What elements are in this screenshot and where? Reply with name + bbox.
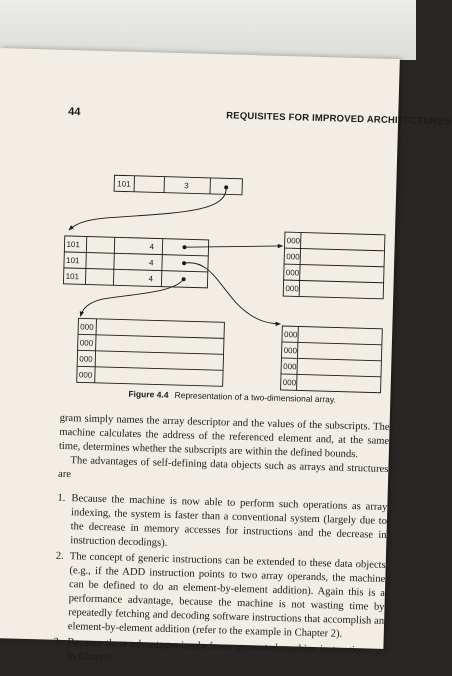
page-number: 44 xyxy=(68,106,81,118)
array-descriptor xyxy=(114,175,242,195)
descriptor-tag: 101 xyxy=(117,179,131,188)
data-cell-tag: 000 xyxy=(80,322,94,331)
pointer-arrow xyxy=(81,276,184,319)
row-descriptor-tag: 101 xyxy=(66,256,80,265)
list-item-text: The concept of generic instructions can be extended to these data objects (e.g., if the ADD instruction points to two array operands, the machine can be defined to do an element-by-element addition). Again this is a performance advantage, because the machine is not wasting time by repeatedly fetching and decoding software instructions that accomplish an element-by-element addition (refer to the example in Chapter 2). xyxy=(68,551,386,640)
data-cell-tag: 000 xyxy=(284,346,298,355)
caption-label: Figure 4.4 xyxy=(128,389,168,400)
data-cell-tag: 000 xyxy=(287,236,301,245)
paragraph: The advantages of self-defining data objects such as arrays and structures are xyxy=(58,454,389,491)
body-text xyxy=(53,412,390,675)
data-cell-tag: 000 xyxy=(283,362,297,371)
pointer-arrow xyxy=(185,243,283,250)
data-cell-tag: 000 xyxy=(79,354,93,363)
list-number: 2. xyxy=(56,550,64,564)
data-cell-tag: 000 xyxy=(79,370,93,379)
row-descriptor-tag: 101 xyxy=(66,272,80,281)
data-cell-tag: 000 xyxy=(285,284,299,293)
list-item xyxy=(56,492,387,557)
row-descriptor-block xyxy=(63,236,208,288)
row-descriptor-value: 4 xyxy=(148,274,153,283)
data-cell-tag: 000 xyxy=(286,268,300,277)
list-number: 3. xyxy=(53,636,61,650)
list-number: 1. xyxy=(57,492,65,506)
row-descriptor-value: 4 xyxy=(149,242,154,251)
data-row-block xyxy=(77,318,225,386)
paragraph: gram simply names the array descriptor and the values of the subscripts. The machine calculates the address of the referenced element and, at the same time, determines whether the subscripts are within the defined bounds. xyxy=(59,412,390,463)
array-diagram xyxy=(0,48,400,399)
row-descriptor-tag: 101 xyxy=(66,240,80,249)
data-cell-tag: 000 xyxy=(80,338,94,347)
data-cell-tag: 000 xyxy=(286,252,300,261)
numbered-list xyxy=(53,492,388,673)
pointer-arrow xyxy=(69,183,226,234)
book-page xyxy=(0,48,400,649)
caption-text: Representation of a two-dimensional array. xyxy=(174,390,336,405)
data-cell-tag: 000 xyxy=(284,330,298,339)
descriptor-value: 3 xyxy=(184,181,189,190)
list-item-text: Because the machine is now able to perform such operations as array indexing, the system is faster than a conventional system (largely due to the decrease in memory accesses for instructions and the decrease in instruction decodings). xyxy=(70,493,387,549)
list-item-text: Because these advantages imply fewer generated machine instructions, ... In Chapter xyxy=(67,637,384,663)
list-item xyxy=(54,550,386,643)
data-cell-tag: 000 xyxy=(283,378,297,387)
row-descriptor-value: 4 xyxy=(149,258,154,267)
running-title: REQUISITES FOR IMPROVED ARCHITECTURES xyxy=(226,110,451,127)
